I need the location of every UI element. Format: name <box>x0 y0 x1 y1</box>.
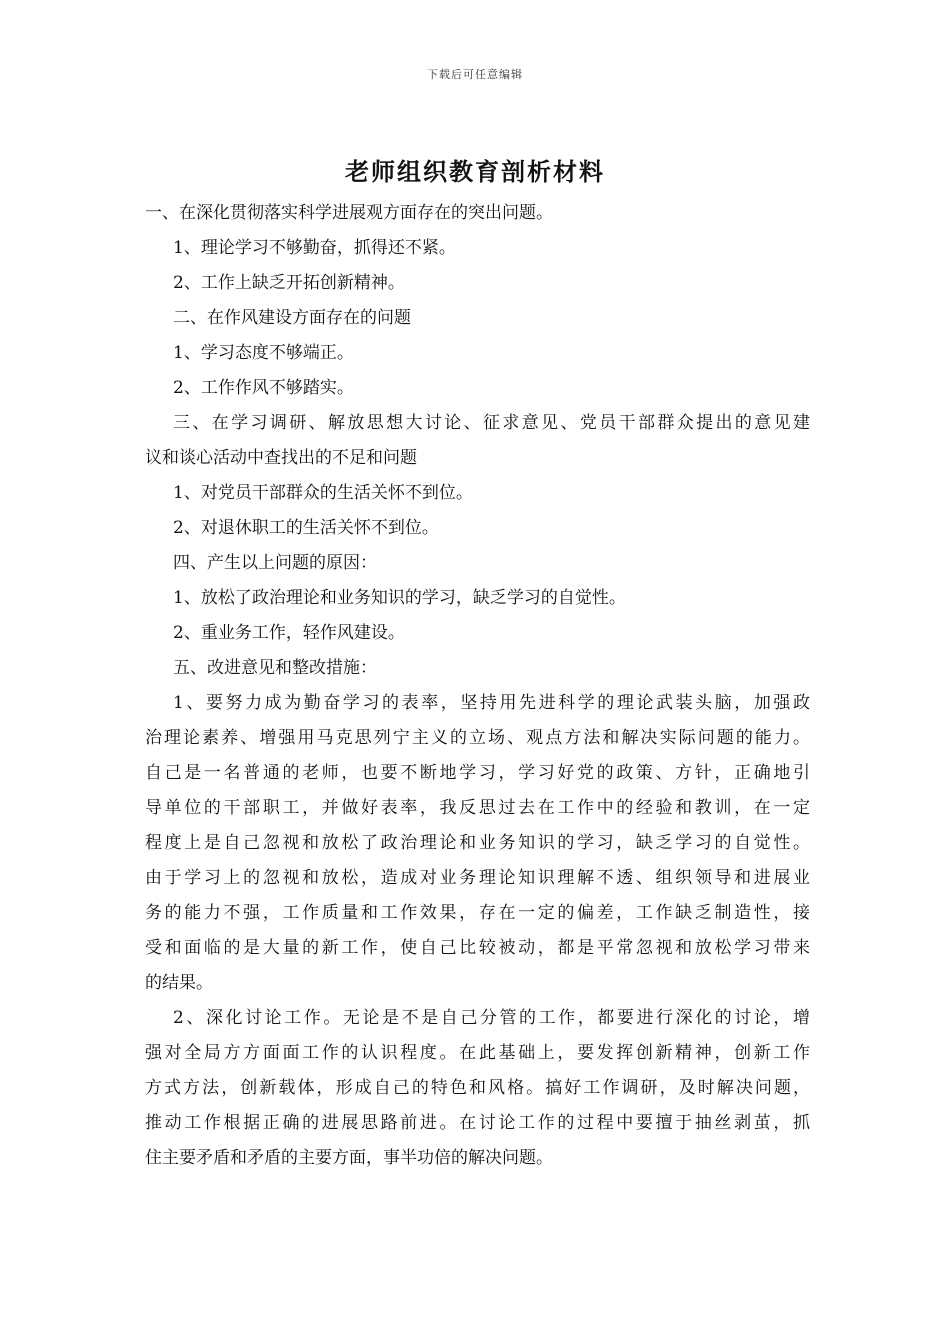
paragraph-line: 程度上是自己忽视和放松了政治理论和业务知识的学习，缺乏学习的自觉性。 <box>145 833 810 853</box>
paragraph-line: 2、工作上缺乏开拓创新精神。 <box>173 273 405 293</box>
paragraph-line: 2、工作作风不够踏实。 <box>173 378 354 398</box>
section-heading-1: 一、在深化贯彻落实科学进展观方面存在的突出问题。 <box>145 203 553 223</box>
paragraph-line: 导单位的干部职工，并做好表率，我反思过去在工作中的经验和教训，在一定 <box>145 798 810 818</box>
paragraph-line: 1、对党员干部群众的生活关怀不到位。 <box>173 483 473 503</box>
paragraph-line: 1、要努力成为勤奋学习的表率，坚持用先进科学的理论武装头脑，加强政 <box>173 693 810 713</box>
paragraph-line: 方式方法，创新载体，形成自己的特色和风格。搞好工作调研，及时解决问题， <box>145 1078 810 1098</box>
paragraph-line: 的结果。 <box>145 973 213 993</box>
document-title: 老师组织教育剖析材料 <box>345 157 605 186</box>
document-body <box>145 196 810 1176</box>
paragraph-line: 务的能力不强，工作质量和工作效果，存在一定的偏差，工作缺乏制造性，接 <box>145 903 810 923</box>
header-note: 下载后可任意编辑 <box>427 68 523 81</box>
section-heading-3: 三、在学习调研、解放思想大讨论、征求意见、党员干部群众提出的意见建 <box>173 413 810 433</box>
paragraph-line: 强对全局方方面面工作的认识程度。在此基础上，要发挥创新精神，创新工作 <box>145 1043 810 1063</box>
paragraph-line: 1、理论学习不够勤奋，抓得还不紧。 <box>173 238 456 258</box>
section-heading-2: 二、在作风建设方面存在的问题 <box>173 308 411 328</box>
section-heading-5: 五、改进意见和整改措施： <box>173 658 377 678</box>
paragraph-line: 治理论素养、增强用马克思列宁主义的立场、观点方法和解决实际问题的能力。 <box>145 728 810 748</box>
paragraph-line: 2、重业务工作，轻作风建设。 <box>173 623 405 643</box>
paragraph-line: 1、放松了政治理论和业务知识的学习，缺乏学习的自觉性。 <box>173 588 626 608</box>
paragraph-line: 由于学习上的忽视和放松，造成对业务理论知识理解不透、组织领导和进展业 <box>145 868 810 888</box>
paragraph-line: 推动工作根据正确的进展思路前进。在讨论工作的过程中要擅于抽丝剥茧，抓 <box>145 1113 810 1133</box>
paragraph-line: 1、学习态度不够端正。 <box>173 343 354 363</box>
paragraph-line: 2、深化讨论工作。无论是不是自己分管的工作，都要进行深化的讨论，增 <box>173 1008 810 1028</box>
paragraph-line: 2、对退休职工的生活关怀不到位。 <box>173 518 439 538</box>
paragraph-line: 受和面临的是大量的新工作，使自己比较被动，都是平常忽视和放松学习带来 <box>145 938 810 958</box>
paragraph-line: 住主要矛盾和矛盾的主要方面，事半功倍的解决问题。 <box>145 1148 553 1168</box>
paragraph-line: 议和谈心活动中查找出的不足和问题 <box>145 448 417 468</box>
section-heading-4: 四、产生以上问题的原因： <box>173 553 377 573</box>
paragraph-line: 自己是一名普通的老师，也要不断地学习，学习好党的政策、方针，正确地引 <box>145 763 810 783</box>
